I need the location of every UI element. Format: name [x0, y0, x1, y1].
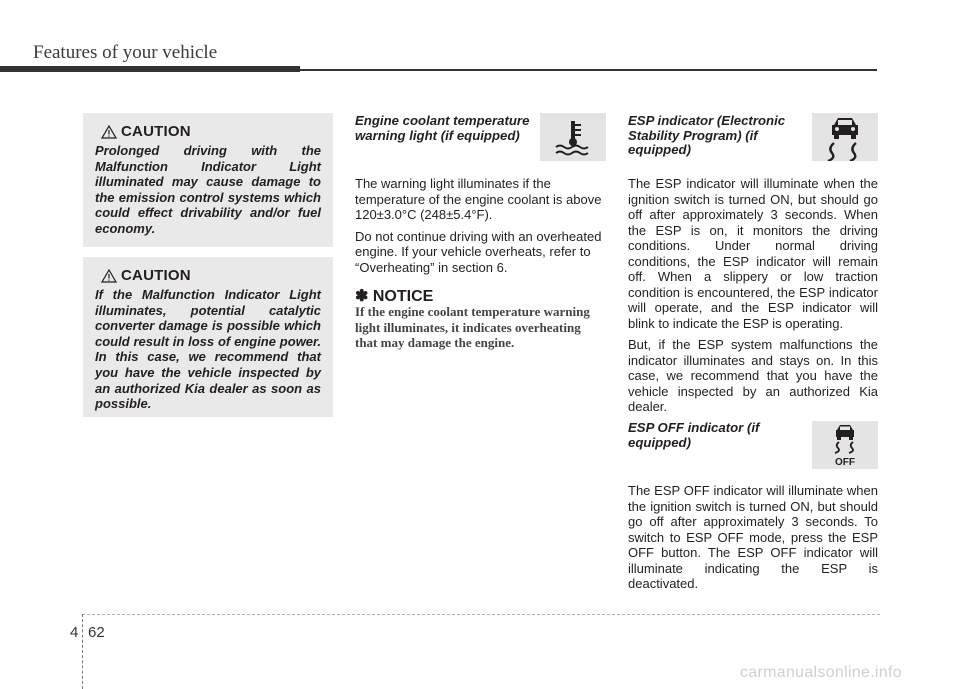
- coolant-body: [355, 176, 605, 281]
- esp-icon-box: [812, 113, 878, 161]
- esp-off-body: [628, 483, 878, 598]
- section-number: 4: [70, 624, 79, 641]
- caution-text: If the Malfunction Indicator Light illuminates, potential catalytic converter damage is possible which could result in loss of engine power. In this case, we recommend that you have the vehicle inspected by an authorized Kia dealer as soon as possible.: [95, 287, 321, 412]
- page-number: 62: [88, 624, 105, 641]
- esp-off-heading: ESP OFF indicator (if equipped): [628, 420, 760, 450]
- watermark: carmanualsonline.info: [740, 664, 902, 681]
- esp-paragraph-2: But, if the ESP system malfunctions the indicator illuminates and stays on. In this case, we recommend that you have the vehicle inspected by an authorized Kia dealer.: [628, 337, 878, 414]
- coolant-paragraph-2: Do not continue driving with an overheated engine. If your vehicle overheats, refer to “Overheating” in section 6.: [355, 228, 602, 275]
- esp-skid-car-icon: [812, 113, 878, 161]
- page-header-title: Features of your vehicle: [33, 42, 218, 63]
- header-rule: [300, 69, 877, 71]
- caution-box-1: [83, 113, 333, 247]
- warning-triangle-icon: [101, 125, 117, 139]
- caution-title: CAUTION: [121, 123, 191, 140]
- warning-triangle-icon: [101, 269, 117, 283]
- esp-off-icon: [812, 421, 878, 469]
- footer-divider: [82, 614, 83, 689]
- footer-rule: [82, 614, 880, 615]
- esp-off-icon-box: [812, 421, 878, 469]
- esp-body: [628, 176, 878, 421]
- esp-paragraph-1: The ESP indicator will illuminate when the ignition switch is turned ON, but should go off after approximately 3 seconds. When the ESP is on, it monitors the driving conditions. Under normal driving conditions, the ESP indicator will remain off. When a slippery or low traction condition is encountered, the ESP indicator will operate, and the ESP indicator will blink to indicate the ESP is operating.: [628, 176, 878, 331]
- coolant-temperature-icon: [540, 113, 606, 161]
- coolant-paragraph-1: The warning light illuminates if the temperature of the engine coolant is above 120±3.0°C (248±5.4°F).: [355, 176, 602, 222]
- notice-title: ✽ NOTICE: [355, 288, 434, 305]
- caution-text: Prolonged driving with the Malfunction Indicator Light illuminated may cause damage to the emission control systems which could effect drivability and/or fuel economy.: [95, 143, 321, 236]
- caution-box-2: [83, 257, 333, 417]
- esp-off-icon-label: OFF: [835, 457, 855, 468]
- coolant-heading: Engine coolant temperature warning light (if equipped): [355, 113, 530, 143]
- esp-heading: ESP indicator (Electronic Stability Program) (if equipped): [628, 113, 786, 157]
- header-bar: [0, 66, 300, 72]
- notice-text: If the engine coolant temperature warning light illuminates, it indicates overheating that may damage the engine.: [355, 304, 590, 350]
- esp-off-paragraph-1: The ESP OFF indicator will illuminate when the ignition switch is turned ON, but should go off after approximately 3 seconds. To switch to ESP OFF mode, press the ESP OFF button. The ESP OFF indicator will illuminate indicating the ESP is deactivated.: [628, 483, 878, 591]
- coolant-icon-box: [540, 113, 606, 161]
- caution-title: CAUTION: [121, 267, 191, 284]
